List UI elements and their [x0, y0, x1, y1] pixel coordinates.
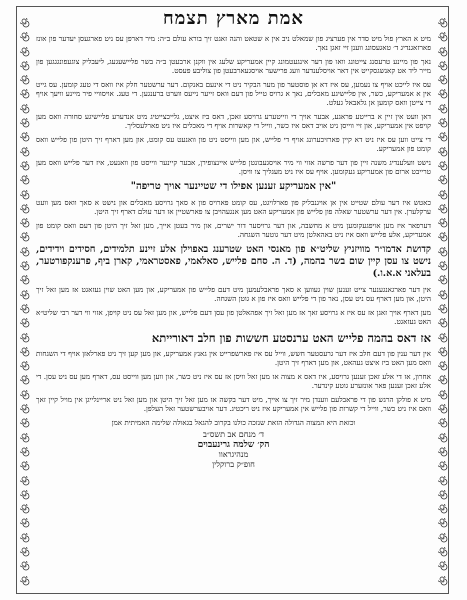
closing-line: וכזאת היא המצוה הגדולה הזאת שנזכה כולנו בקרוב להגאל בגאולה שלימה האמיתית אמן [111, 418, 356, 427]
spiral-ornament-icon [20, 147, 30, 157]
document-body [36, 8, 431, 592]
spiral-ornament-icon [438, 390, 448, 400]
spiral-ornament-icon [438, 447, 448, 457]
spiral-ornament-icon [438, 190, 448, 200]
paragraph-2: נאך פון מיינע טרעסנג צייטונג וואו פון דער אינגעטמונג קיין אמעריקע שלעג אין ווקנן ארבעטן ב״ה בשר פליישעגעג, ליעבליק צוגעפונגגגען פון מייר ליד אט קאנשגסקייט אין דאר אויסלענדער וועג פרישער אויסגעארבעטן פון צוליבע פעסט. [36, 57, 431, 75]
spiral-ornament-icon [20, 47, 30, 57]
spiral-ornament-icon [438, 104, 448, 114]
spiral-ornament-icon [20, 461, 30, 471]
left-decorative-border [19, 18, 31, 586]
rebbe-ruling: קדושת אדמו״ר מוויזניץ שליט״א פון מאנסי האט שטרענג באפוילן אלע זיינע תלמידים, חסידים וידידים, נישט צו עסן קיין שום בשר בהמה, (ד. ה. סחם פלייש, סאלאמי, פאסטראמי, קארן ביף, פרענקפורטער, בעלאני א.א.ו.) [36, 244, 431, 279]
spiral-ornament-icon [438, 89, 448, 99]
spiral-ornament-icon [20, 418, 30, 428]
spiral-ornament-icon [20, 204, 30, 214]
quote-line: "אין אמעריקע זענען אפילו די שטיינער אויך טריפה" [130, 181, 337, 192]
spiral-ornament-icon [438, 418, 448, 428]
document-title: אמת מארץ תצמח [163, 8, 304, 29]
spiral-ornament-icon [438, 232, 448, 242]
spiral-ornament-icon [438, 404, 448, 414]
spiral-ornament-icon [438, 461, 448, 471]
spiral-ornament-icon [438, 547, 448, 557]
spiral-ornament-icon [20, 190, 30, 200]
paragraph-1: מיט א הארץ פול מיט סדר אין פערציג פון שמאלט ניב אין א שטאט והנה זאגט זיך בורא עולם ב״ה: מיר דארפן עס ניט פארגעסן יעדער פון אונז פארזאגנדיג ד׳ טאגעסונג ווענן זיי זאגן נאך. [36, 34, 431, 52]
spiral-ornament-icon [20, 576, 30, 586]
spiral-ornament-icon [438, 533, 448, 543]
right-decorative-border [437, 18, 449, 586]
spiral-ornament-icon [20, 247, 30, 257]
signature-date: ד׳ מנחם אב תשס״ב [202, 430, 265, 439]
spiral-ornament-icon [20, 118, 30, 128]
spiral-ornament-icon [438, 18, 448, 28]
spiral-ornament-icon [20, 89, 30, 99]
spiral-ornament-icon [438, 61, 448, 71]
spiral-ornament-icon [20, 333, 30, 343]
spiral-ornament-icon [20, 61, 30, 71]
spiral-ornament-icon [20, 75, 30, 85]
spiral-ornament-icon [438, 32, 448, 42]
paragraph-11: אין דער ענין פון דעם חלב איז דער גרעסטער חשש, ווייל עס איז פארשפרייט אין גאנץ אמעריקע, און מען קען זיך ניט פארלאזן אויף די השגחות וואס מען האט ביז איצט געהאט, און מען דארף זיך היטן. [36, 349, 431, 367]
paragraph-5: די צייט ווען עס איז ניט דא קיין פארזיכערונג אויף די פלייש, און מען ווייסט ניט פון וואנעט עס קומט, און מען דארף זיך היטן פון פלייש וואס קומט פון אמעריקע. [36, 135, 431, 153]
headline-warning: אז דאס בהמה פלייש האט ערנסטע חששות פון חלב דאורייתא [151, 331, 431, 345]
spiral-ornament-icon [20, 32, 30, 42]
spiral-ornament-icon [438, 375, 448, 385]
spiral-ornament-icon [438, 561, 448, 571]
spiral-ornament-icon [438, 75, 448, 85]
spiral-ornament-icon [20, 476, 30, 486]
spiral-ornament-icon [438, 175, 448, 185]
spiral-ornament-icon [438, 361, 448, 371]
spiral-ornament-icon [20, 347, 30, 357]
spiral-ornament-icon [20, 318, 30, 328]
spiral-ornament-icon [20, 261, 30, 271]
paragraph-9: אין דער פארגאנגענער צייט זענען שוין געווען א סאך פראבלעמען מיט דעם פלייש פון אמעריקע, און מען האט שוין געזאגט אז מען זאל זיך היטן, און מען דארף עס ניט עסן, נאר פון די פלייש וואס איז פון א גוטן השגחה. [36, 285, 431, 303]
spiral-ornament-icon [438, 433, 448, 443]
spiral-ornament-icon [20, 533, 30, 543]
spiral-ornament-icon [438, 275, 448, 285]
spiral-ornament-icon [438, 318, 448, 328]
spiral-ornament-icon [438, 304, 448, 314]
spiral-ornament-icon [438, 247, 448, 257]
paragraph-6: נישט וועלענדיג משנה זיין פון דער פרשה אזוי ווי מיר אויסגעבונטן פלייש איינצופירן, אבער קיינער ווייסט פון וואנעט, איז דער פלייש וואס מען טרייבט ארום פון אמעריקע געקומען. אויף עס איז ניט מעגליך צו וויסן. [36, 158, 431, 176]
spiral-ornament-icon [20, 232, 30, 242]
spiral-ornament-icon [20, 404, 30, 414]
spiral-ornament-icon [20, 175, 30, 185]
spiral-ornament-icon [438, 518, 448, 528]
paragraph-8: דערפאר איז מען אויפגעקומען מיט א מחשבה, און דער גרויסער דור ישרים, און מיר בעטן אייך, מען זאל זיך היטן פון דעם וואס קומט פון אמעריקע, אלע פלייש וואס איז ניט באהאלטן מיט דער גוטער השגחה. [36, 221, 431, 239]
spiral-ornament-icon [438, 576, 448, 586]
spiral-ornament-icon [20, 447, 30, 457]
spiral-ornament-icon [438, 290, 448, 300]
spiral-ornament-icon [438, 47, 448, 57]
spiral-ornament-icon [20, 218, 30, 228]
spiral-ornament-icon [20, 104, 30, 114]
paragraph-4: דאן וועט אין זיין א ברייטע פראגע, אבער אויך די ווייטערע גרויסע זאכן, דאס ביז איצט, גלייכצייטיג מיט אנדערע פליישיגע סחורה וואס מען קויפט אין אמעריקע, און זיי ווייסן ניט אויב דאס איז כשר, ווייל די קאשרות אויף די מאכלים איז ניט פארלעסליך. [36, 112, 431, 130]
spiral-ornament-icon [438, 204, 448, 214]
spiral-ornament-icon [20, 504, 30, 514]
spiral-ornament-icon [438, 333, 448, 343]
spiral-ornament-icon [438, 504, 448, 514]
signature-line-3: חופ״ק ברוקלין [212, 460, 255, 469]
spiral-ornament-icon [20, 375, 30, 385]
spiral-ornament-icon [438, 261, 448, 271]
spiral-ornament-icon [20, 547, 30, 557]
spiral-ornament-icon [20, 290, 30, 300]
spiral-ornament-icon [20, 390, 30, 400]
spiral-ornament-icon [20, 304, 30, 314]
spiral-ornament-icon [438, 218, 448, 228]
signature-name: הק׳ שלמה גרינעבוים [197, 440, 270, 450]
spiral-ornament-icon [20, 275, 30, 285]
signature-block [36, 430, 431, 470]
spiral-ornament-icon [438, 118, 448, 128]
spiral-ornament-icon [20, 361, 30, 371]
paragraph-10: מען דארף אויך זאגן אז עס איז א גרויסע זאך אז מען זאל זיך אפהאלטן פון עסן דעם פלייש, און מען זאל עס ניט קויפן, אזוי ווי דער רבי שליט״א האט געזאגט. [36, 308, 431, 326]
spiral-ornament-icon [438, 147, 448, 157]
spiral-ornament-icon [20, 518, 30, 528]
spiral-ornament-icon [20, 490, 30, 500]
spiral-ornament-icon [20, 161, 30, 171]
paragraph-13: מיט א פולקן הרגש פון די פראבלעם ווענדן מיר זיך צו אייך, מיט דער בקשה אז מען זאל זיך היטן און מען זאל ניט אריינלייגן אין מויל קיין זאך וואס איז ניט כשר, ווייל די קשרות פון פלייש אין אמעריקע איז ניט ריכטיג. דער אויבערשטער זאל העלפן. [36, 395, 431, 413]
spiral-ornament-icon [438, 490, 448, 500]
paragraph-12: אחרון, אז די אלע זאכן זענען גרויסע, איז דאס א מצוה אז מען זאל וויסן אז עס איז ניט כשר, און ווען מען ווייסט עס, דארף מען עס ניט עסן. די אלע זאכן זענען פאר אונזערע גוטע קינדער. [36, 372, 431, 390]
paragraph-3: עס איז לייכט אויף צו נעמען, עס איז דא אן פוסטער פון מער הבקיר ניט די אינעם באנקום. דער ערשטער חלק איז וואס די טעג קומען. עס גייט אין א אמעריקע, כשר, אין פליישיגע מאכלים, נאך א גרויס טייל פון דעם וואס זייער נייעס ווערט ברענגען. די טעג. אויסוויי פיר מיינע וויעך אויף די צייטן וואס קומען אן גלאבאל געלט. [36, 80, 431, 107]
signature-line-2: מנהיגראוו [218, 450, 249, 459]
spiral-ornament-icon [438, 347, 448, 357]
spiral-ornament-icon [20, 433, 30, 443]
paragraph-7: כאטש איז דער עולם שטייט אין אן אויגנבליק פון פארלויגט, עס קומט פארויס פון א סאך גרויסע מאכלים און נישט א סאך וואס מען וועט ערקלערן. אין דער ערשטער שאלה פון פלייש פון אמעריקע האט מען אנגעהויבן צו פארשטיין אז דער עולם דארף זיך היטן. [36, 198, 431, 216]
spiral-ornament-icon [438, 161, 448, 171]
spiral-ornament-icon [438, 476, 448, 486]
spiral-ornament-icon [20, 561, 30, 571]
spiral-ornament-icon [20, 18, 30, 28]
spiral-ornament-icon [20, 132, 30, 142]
spiral-ornament-icon [438, 132, 448, 142]
